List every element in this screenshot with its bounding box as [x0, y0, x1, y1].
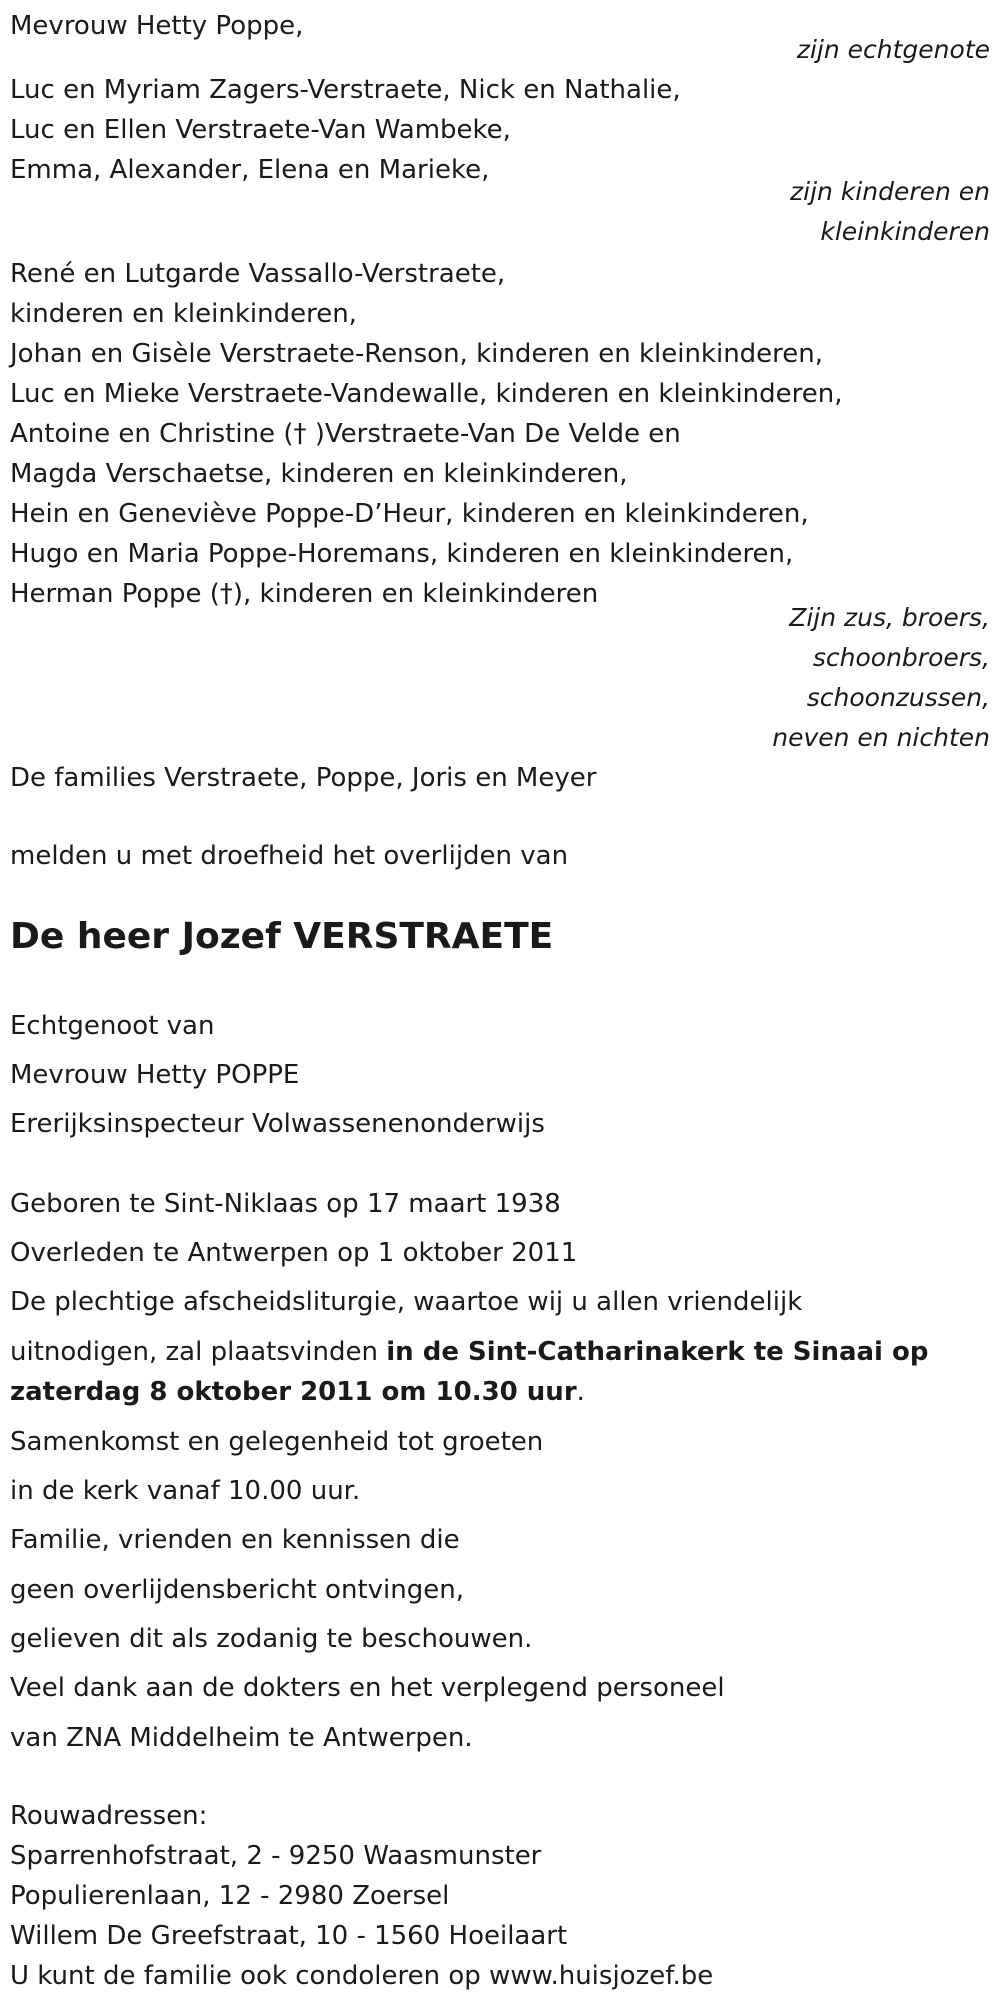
announcement: melden u met droefheid het overlijden van [10, 841, 569, 871]
spouse-line: Mevrouw Hetty Poppe, [10, 11, 304, 41]
birth-line: Geboren te Sint-Niklaas op 17 maart 1938 [10, 1189, 561, 1219]
sibling-line: kinderen en kleinkinderen, [10, 299, 357, 329]
deceased-line: Mevrouw Hetty POPPE [10, 1060, 300, 1090]
liturgy-location: in de Sint-Catharinakerk te Sinaai op [386, 1337, 929, 1367]
detail-line: Veel dank aan de dokters en het verplegend personeel [10, 1673, 725, 1703]
detail-line: in de kerk vanaf 10.00 uur. [10, 1476, 361, 1506]
sibling-line: Johan en Gisèle Verstraete-Renson, kinderen en kleinkinderen, [10, 339, 824, 369]
sibling-line: Magda Verschaetse, kinderen en kleinkinderen, [10, 459, 628, 489]
sibling-line: René en Lutgarde Vassallo-Verstraete, [10, 259, 506, 289]
deceased-name: De heer Jozef VERSTRAETE [10, 916, 554, 957]
children-role: zijn kinderen en [790, 177, 990, 206]
siblings-role: schoonbroers, [812, 643, 990, 672]
liturgy-text: uitnodigen, zal plaatsvinden [10, 1337, 387, 1367]
detail-line: geen overlijdensbericht ontvingen, [10, 1575, 464, 1605]
addresses-label: Rouwadressen: [10, 1801, 208, 1831]
liturgy-punctuation: . [576, 1377, 585, 1407]
address-line: Willem De Greefstraat, 10 - 1560 Hoeilaart [10, 1921, 568, 1951]
children-line: Luc en Myriam Zagers-Verstraete, Nick en Nathalie, [10, 75, 681, 105]
death-line: Overleden te Antwerpen op 1 oktober 2011 [10, 1238, 578, 1268]
sibling-line: Luc en Mieke Verstraete-Vandewalle, kinderen en kleinkinderen, [10, 379, 843, 409]
spouse-role: zijn echtgenote [796, 35, 990, 64]
detail-line: Familie, vrienden en kennissen die [10, 1525, 460, 1555]
sibling-line: Hugo en Maria Poppe-Horemans, kinderen en kleinkinderen, [10, 539, 794, 569]
deceased-line: Ererijksinspecteur Volwassenenonderwijs [10, 1109, 545, 1139]
sibling-line: Herman Poppe (†), kinderen en kleinkinderen [10, 579, 599, 609]
address-line: Populierenlaan, 12 - 2980 Zoersel [10, 1881, 450, 1911]
sibling-line: Hein en Geneviève Poppe-D’Heur, kinderen en kleinkinderen, [10, 499, 809, 529]
children-line: Luc en Ellen Verstraete-Van Wambeke, [10, 115, 511, 145]
liturgy-line [10, 1372, 585, 1412]
siblings-role: schoonzussen, [806, 683, 990, 712]
liturgy-line [10, 1332, 928, 1372]
siblings-role: neven en nichten [772, 723, 990, 752]
condolence-line: U kunt de familie ook condoleren op www.huisjozef.be [10, 1961, 714, 1991]
siblings-role: Zijn zus, broers, [789, 603, 990, 632]
detail-line: van ZNA Middelheim te Antwerpen. [10, 1723, 473, 1753]
deceased-line: Echtgenoot van [10, 1011, 215, 1041]
children-role: kleinkinderen [820, 217, 990, 246]
detail-line: gelieven dit als zodanig te beschouwen. [10, 1624, 533, 1654]
liturgy-line: De plechtige afscheidsliturgie, waartoe wij u allen vriendelijk [10, 1287, 803, 1317]
families-line: De families Verstraete, Poppe, Joris en Meyer [10, 763, 597, 793]
liturgy-datetime: zaterdag 8 oktober 2011 om 10.30 uur [10, 1377, 577, 1407]
sibling-line: Antoine en Christine († )Verstraete-Van De Velde en [10, 419, 681, 449]
address-line: Sparrenhofstraat, 2 - 9250 Waasmunster [10, 1841, 542, 1871]
children-line: Emma, Alexander, Elena en Marieke, [10, 155, 490, 185]
detail-line: Samenkomst en gelegenheid tot groeten [10, 1427, 544, 1457]
